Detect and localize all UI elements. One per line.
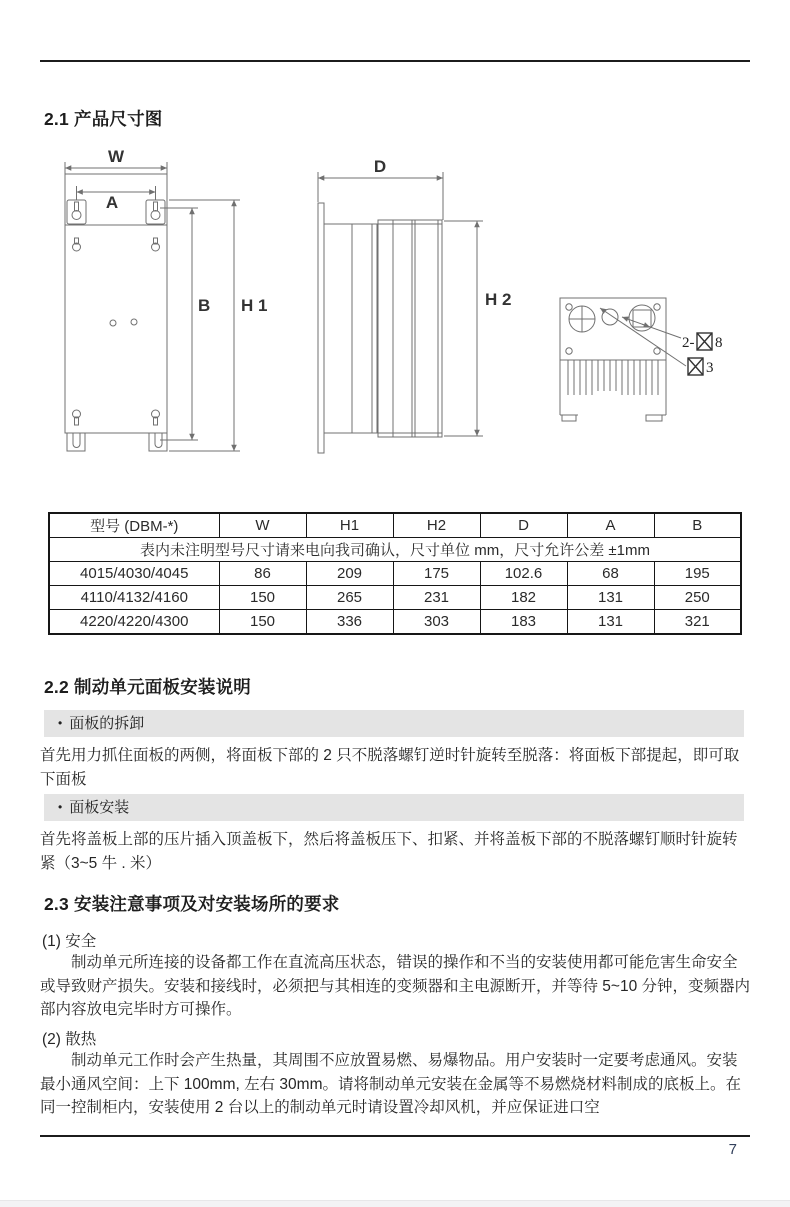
table-header-cell: W xyxy=(219,513,306,538)
panel-install-text: 首先将盖板上部的压片插入顶盖板下，然后将盖板压下、扣紧、并将盖板下部的不脱落螺钉顺时针旋转紧（3~5 牛 . 米） xyxy=(40,831,738,872)
table-cell: 68 xyxy=(567,562,654,586)
bottom-strip xyxy=(0,1200,790,1207)
bullet-icon: • xyxy=(58,716,63,730)
table-row xyxy=(49,562,741,586)
section-2-1-title: 2.1 产品尺寸图 xyxy=(44,109,163,129)
front-view-drawing xyxy=(52,148,282,463)
page-number: 7 xyxy=(728,1141,737,1158)
table-header-cell: B xyxy=(654,513,741,538)
table-cell: 250 xyxy=(654,586,741,610)
table-cell: 303 xyxy=(393,610,480,635)
safety-label: (1) 安全 xyxy=(42,933,97,950)
panel-removal-subheading xyxy=(44,710,744,737)
table-cell: 195 xyxy=(654,562,741,586)
panel-install-subheading-label: 面板安装 xyxy=(69,799,130,816)
section-2-3-title: 2.3 安装注意事项及对安装场所的要求 xyxy=(44,894,340,914)
bullet-icon: • xyxy=(58,800,63,814)
table-cell: 131 xyxy=(567,610,654,635)
table-cell: 102.6 xyxy=(480,562,567,586)
dim-label-h1: H 1 xyxy=(241,296,268,315)
callout-top-prefix: 2- xyxy=(682,335,695,351)
cooling-text: 制动单元工作时会产生热量，其周围不应放置易燃、易爆物品。用户安装时一定要考虑通风。安装最小通风空间：上下 100mm, 左右 30mm。请将制动单元安装在金属等不易燃烧材料制成的底板上。在同一控制柜内，安装使用 2 台以上的制动单元时请设置冷却风机，并应保证进口空 xyxy=(40,1052,741,1116)
top-rule xyxy=(40,60,750,62)
table-cell: 182 xyxy=(480,586,567,610)
table-header-cell: 型号 (DBM-*) xyxy=(49,513,219,538)
section-2-2-title: 2.2 制动单元面板安装说明 xyxy=(44,677,251,697)
side-view-drawing xyxy=(305,158,520,458)
table-cell: 4220/4220/4300 xyxy=(49,610,219,635)
table-note: 表内未注明型号尺寸请来电向我司确认，尺寸单位 mm，尺寸允许公差 ±1mm xyxy=(49,538,741,562)
table-cell: 86 xyxy=(219,562,306,586)
table-cell: 4015/4030/4045 xyxy=(49,562,219,586)
table-cell: 265 xyxy=(306,586,393,610)
table-cell: 209 xyxy=(306,562,393,586)
table-cell: 131 xyxy=(567,586,654,610)
panel-install-subheading xyxy=(44,794,744,821)
dim-label-a: A xyxy=(105,193,119,212)
table-row xyxy=(49,586,741,610)
table-header-row xyxy=(49,513,741,538)
table-row xyxy=(49,610,741,635)
callout-bottom-value: 3 xyxy=(706,360,714,376)
table-cell: 336 xyxy=(306,610,393,635)
table-cell: 150 xyxy=(219,610,306,635)
table-cell: 175 xyxy=(393,562,480,586)
table-note-row xyxy=(49,538,741,562)
table-header-cell: H2 xyxy=(393,513,480,538)
table-cell: 183 xyxy=(480,610,567,635)
safety-text: 制动单元所连接的设备都工作在直流高压状态，错误的操作和不当的安装使用都可能危害生命安全或导致财产损失。安装和接线时，必须把与其相连的变频器和主电源断开，并等待 5~10 分钟，变频器内部内容放电完毕时方可操作。 xyxy=(40,954,751,1018)
footer-rule xyxy=(40,1135,750,1137)
dim-label-b: B xyxy=(198,296,211,315)
table-header-cell: A xyxy=(567,513,654,538)
dim-label-w: W xyxy=(107,148,125,166)
panel-removal-text: 首先用力抓住面板的两侧，将面板下部的 2 只不脱落螺钉逆时针旋转至脱落：将面板下部提起，即可取下面板 xyxy=(40,747,740,788)
dim-label-h2: H 2 xyxy=(485,290,512,309)
table-cell: 321 xyxy=(654,610,741,635)
bottom-view-drawing xyxy=(548,288,788,433)
table-cell: 4110/4132/4160 xyxy=(49,586,219,610)
table-header-cell: D xyxy=(480,513,567,538)
callout-top-value: 8 xyxy=(715,335,723,351)
dimensions-table xyxy=(48,512,742,635)
table-header-cell: H1 xyxy=(306,513,393,538)
dim-label-d: D xyxy=(373,158,387,176)
table-cell: 150 xyxy=(219,586,306,610)
table-cell: 231 xyxy=(393,586,480,610)
panel-removal-subheading-label: 面板的拆卸 xyxy=(69,715,145,732)
cooling-label: (2) 散热 xyxy=(42,1031,97,1048)
